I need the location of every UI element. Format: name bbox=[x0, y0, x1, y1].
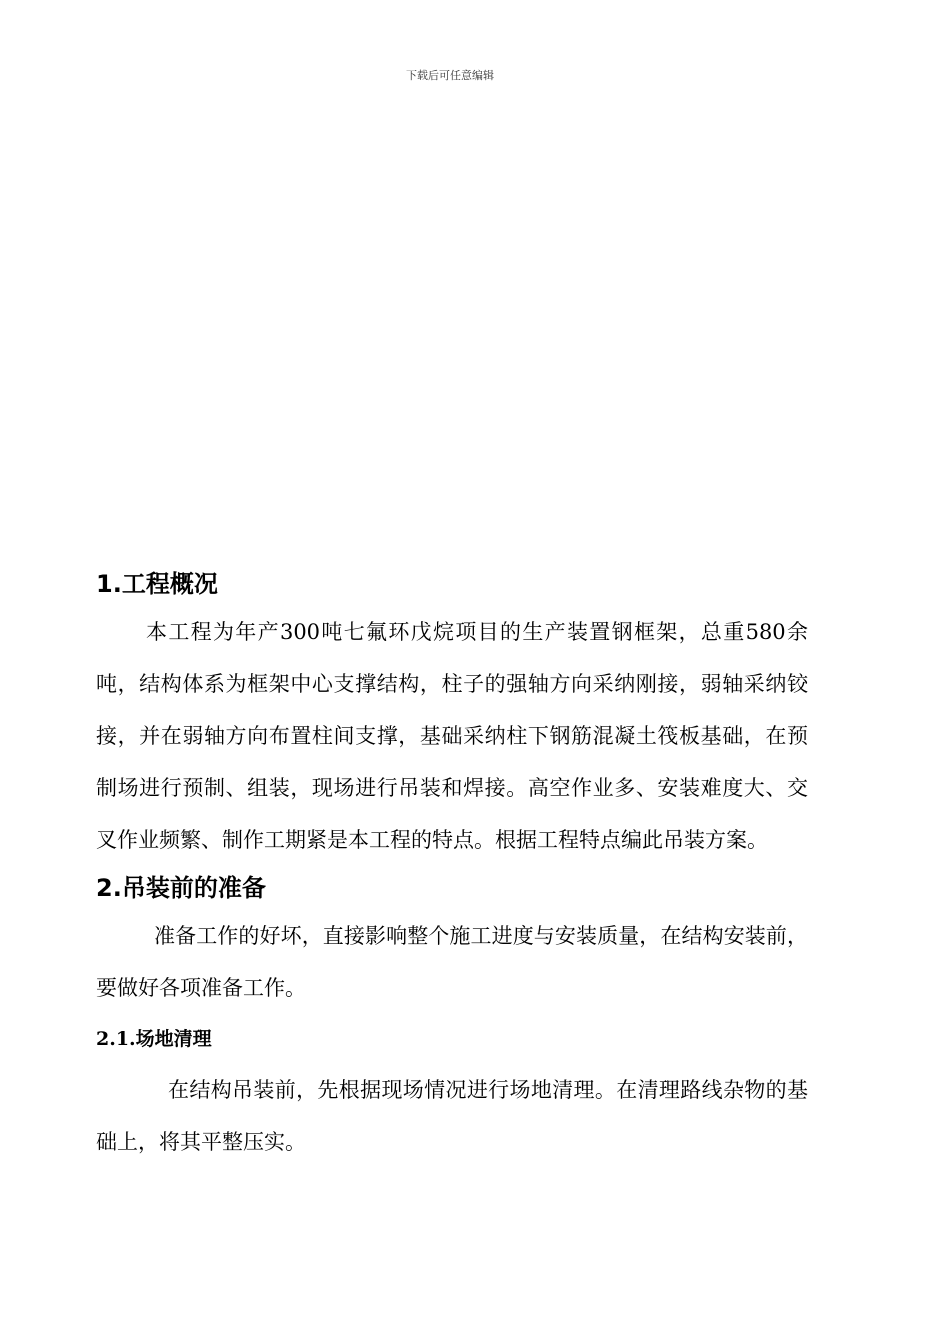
page-header-note: 下载后可任意编辑 bbox=[406, 69, 494, 82]
section-1-heading: 1.工程概况 bbox=[96, 570, 218, 598]
section-2-paragraph: 准备工作的好坏，直接影响整个施工进度与安装质量，在结构安装前，要做好各项准备工作。 bbox=[96, 924, 808, 1000]
section-2-heading: 2.吊装前的准备 bbox=[96, 874, 266, 902]
subsection-2-1-paragraph: 在结构吊装前，先根据现场情况进行场地清理。在清理路线杂物的基础上，将其平整压实。 bbox=[96, 1078, 808, 1154]
document-body bbox=[96, 560, 808, 1168]
section-1-paragraph: 本工程为年产300吨七氟环戊烷项目的生产装置钢框架，总重580余吨，结构体系为框架中心支撑结构，柱子的强轴方向采纳刚接，弱轴采纳铰接，并在弱轴方向布置柱间支撑，基础采纳柱下钢筋混凝土筏板基础，在预制场进行预制、组装，现场进行吊装和焊接。高空作业多、安装难度大、交叉作业频繁、制作工期紧是本工程的特点。根据工程特点编此吊装方案。 bbox=[96, 620, 808, 852]
subsection-2-1-heading: 2.1.场地清理 bbox=[96, 1028, 212, 1050]
